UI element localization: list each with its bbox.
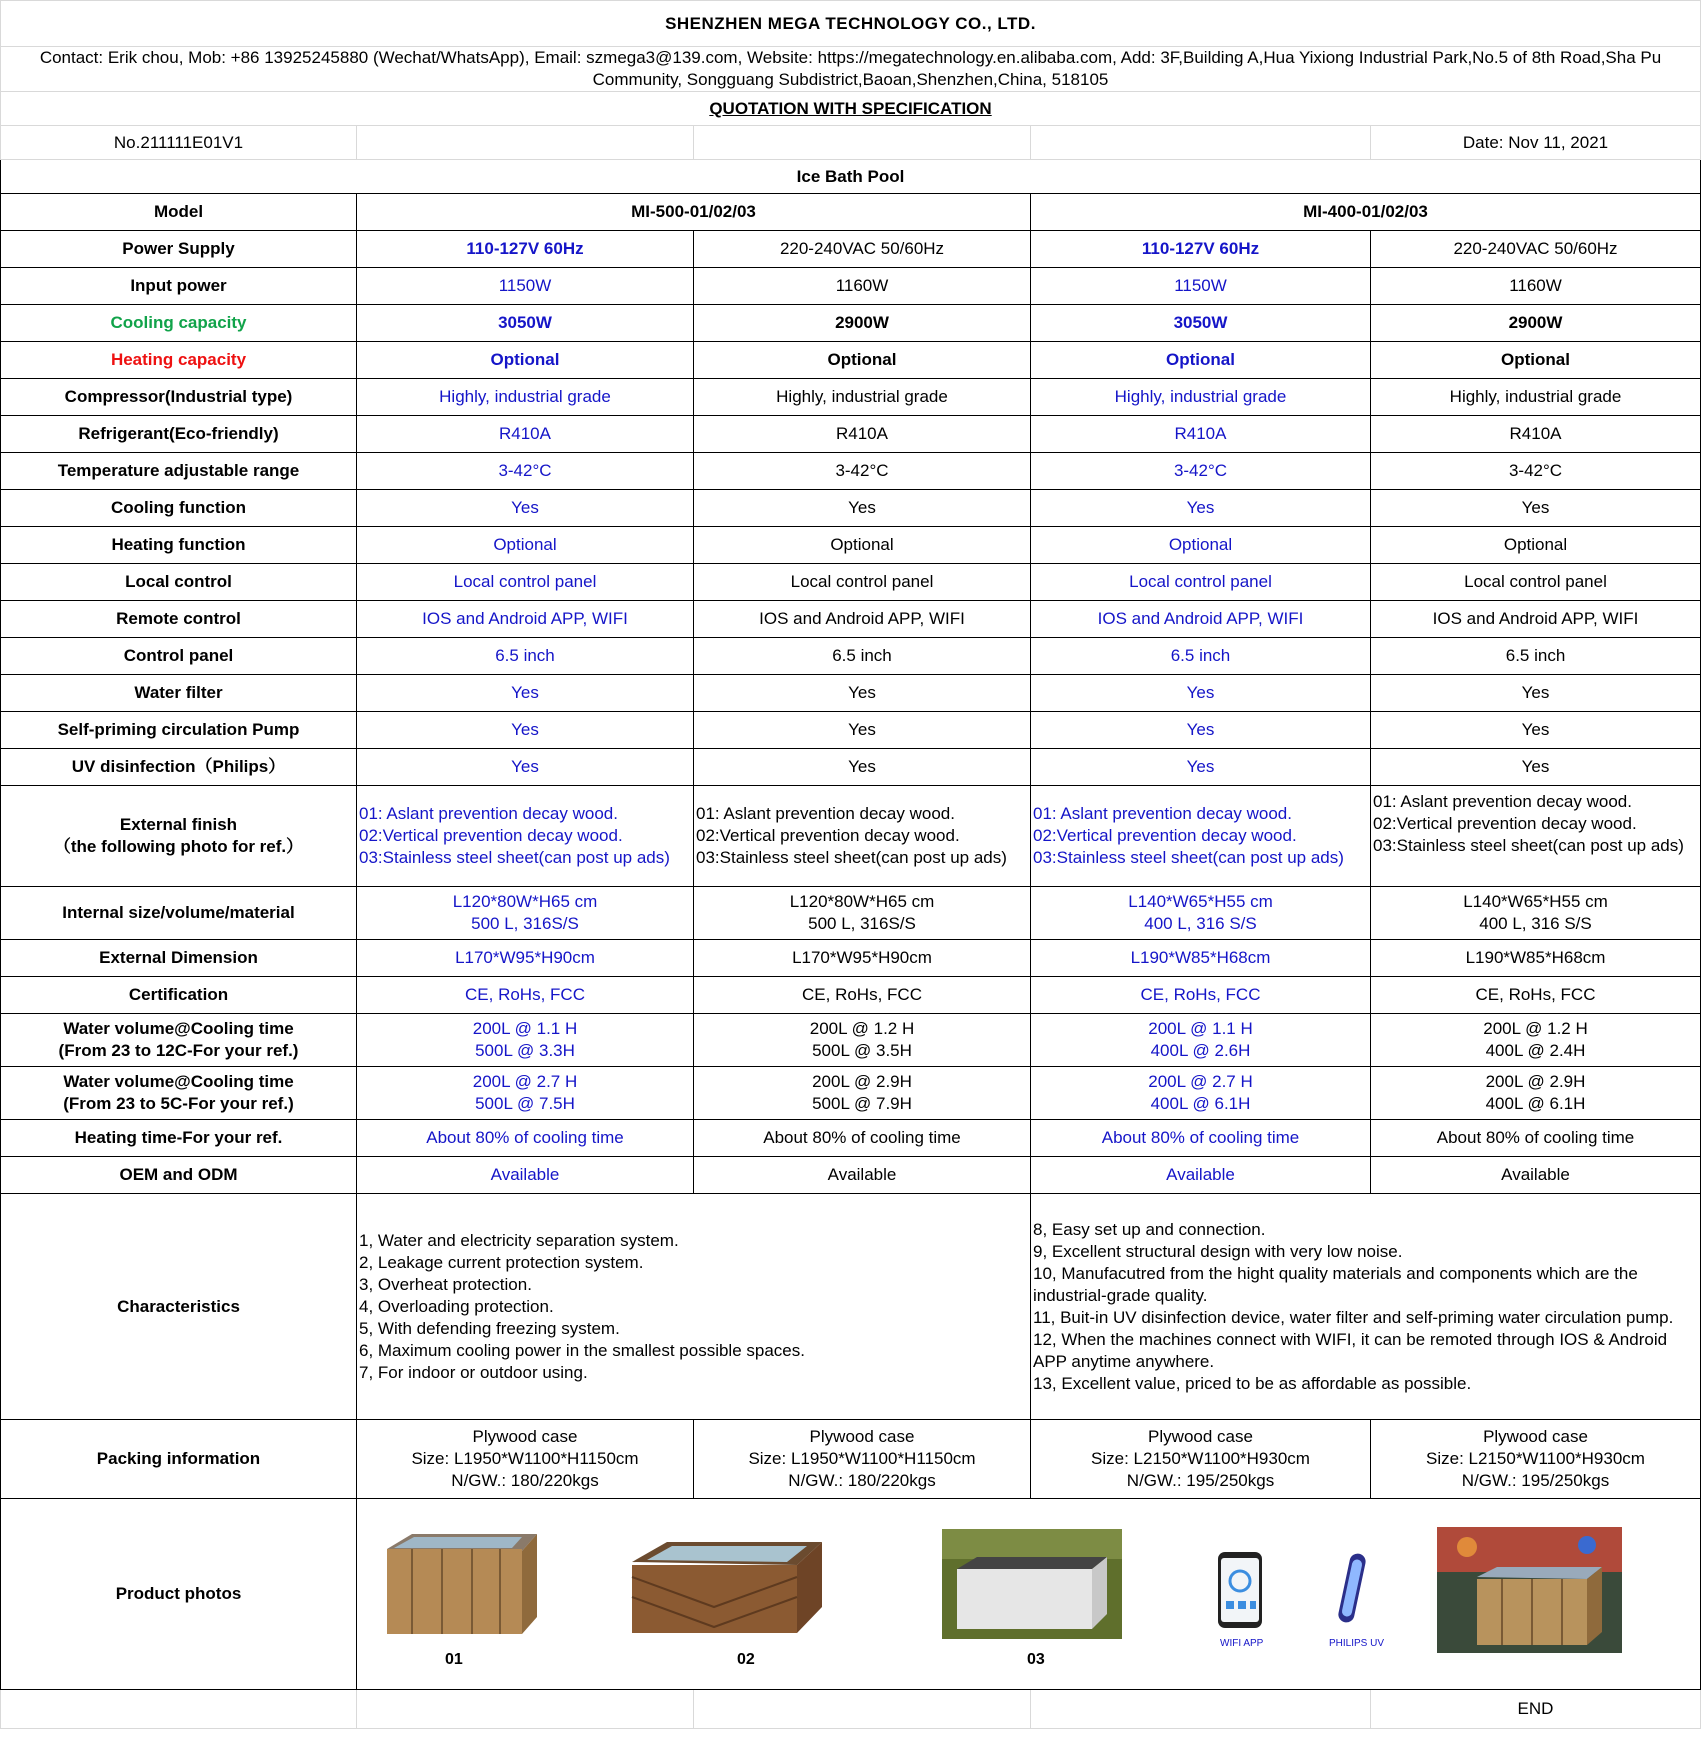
contact-line: Contact: Erik chou, Mob: +86 13925245880 (Wechat/WhatsApp), Email: szmega3@139.com, Website: https://megatechnology.en.alibaba.com, Add: 3F,Building A,Hua Yixiong Industrial Park,No.5 of 8th Road,Sha Pu Community, Songguang Subdistrict,Baoan,Shenzhen,China, 518105: [1, 47, 1701, 92]
cell-line: 200L @ 1.1 H: [1148, 1019, 1253, 1038]
spec-cell: R410A: [694, 416, 1031, 453]
spec-cell: Yes: [1031, 490, 1371, 527]
spec-cell: Local control panel: [1031, 564, 1371, 601]
spec-cell: Yes: [1371, 749, 1701, 786]
cell-line: N/GW.: 180/220kgs: [451, 1471, 599, 1490]
cell-line: 500L @ 3.3H: [475, 1041, 575, 1060]
photo-tag: 02: [737, 1651, 755, 1668]
spec-cell: About 80% of cooling time: [1371, 1120, 1701, 1157]
spec-cell: 220-240VAC 50/60Hz: [694, 231, 1031, 268]
cell-line: Plywood case: [809, 1427, 915, 1446]
photos-cell: [357, 1499, 1701, 1690]
cell-line: 400L @ 6.1H: [1150, 1094, 1251, 1113]
row-label: Heating function: [1, 527, 357, 564]
row-label: [1, 1067, 357, 1120]
row-label: [1, 786, 357, 887]
row-label: Power Supply: [1, 231, 357, 268]
spec-cell: Yes: [357, 712, 694, 749]
row-label: Internal size/volume/material: [1, 887, 357, 940]
spec-cell: [1371, 1067, 1701, 1120]
spec-cell: [1371, 1014, 1701, 1067]
spec-cell: 1150W: [1031, 268, 1371, 305]
spec-cell: [1031, 786, 1371, 887]
spec-cell: 2900W: [1371, 305, 1701, 342]
characteristic-item: 6, Maximum cooling power in the smallest possible spaces.: [359, 1340, 805, 1360]
row-label: Certification: [1, 977, 357, 1014]
spec-cell: [357, 1067, 694, 1120]
cell-line: 200L @ 1.1 H: [472, 1019, 578, 1038]
characteristic-item: 9, Excellent structural design with very low noise.: [1033, 1241, 1403, 1261]
spec-cell: CE, RoHs, FCC: [1031, 977, 1371, 1014]
label-line: Water volume@Cooling time: [63, 1072, 294, 1091]
cell-line: Plywood case: [1148, 1427, 1253, 1446]
spec-cell: L190*W85*H68cm: [1371, 940, 1701, 977]
uv-lamp-icon: [1332, 1551, 1372, 1629]
packing-cell: [1371, 1420, 1701, 1499]
spec-cell: [357, 887, 694, 940]
cell-line: L120*80W*H65 cm: [452, 892, 598, 911]
finish-line: 02:Vertical prevention decay wood.: [696, 826, 960, 845]
spec-cell: 3050W: [357, 305, 694, 342]
cell-line: 400L @ 2.4H: [1485, 1041, 1586, 1060]
cell-line: 500L @ 7.5H: [475, 1094, 575, 1113]
finish-line: 01: Aslant prevention decay wood.: [1373, 792, 1632, 811]
spec-cell: 6.5 inch: [1371, 638, 1701, 675]
finish-line: 03:Stainless steel sheet(can post up ads): [1373, 836, 1684, 855]
label-line: External finish: [119, 815, 238, 834]
spec-cell: 110-127V 60Hz: [1031, 231, 1371, 268]
spec-cell: About 80% of cooling time: [694, 1120, 1031, 1157]
spec-cell: Highly, industrial grade: [357, 379, 694, 416]
characteristic-item: 10, Manufacutred from the hight quality materials and components which are the industrial-grade quality.: [1033, 1263, 1638, 1305]
cell-line: Plywood case: [1483, 1427, 1588, 1446]
blank-cell: [694, 126, 1031, 160]
finish-line: 02:Vertical prevention decay wood.: [1373, 814, 1637, 833]
cell-line: 200L @ 2.7 H: [472, 1072, 578, 1091]
spec-cell: About 80% of cooling time: [1031, 1120, 1371, 1157]
row-label: Packing information: [1, 1420, 357, 1499]
characteristic-item: 12, When the machines connect with WIFI, it can be remoted through IOS & Android APP anytime anywhere.: [1033, 1329, 1668, 1371]
cell-line: 200L @ 1.2 H: [1483, 1019, 1588, 1038]
finish-line: 03:Stainless steel sheet(can post up ads): [1033, 848, 1344, 867]
photo-tag: 01: [445, 1651, 463, 1668]
label-line: (From 23 to 12C-For your ref.): [58, 1041, 299, 1060]
cell-line: Size: L2150*W1100*H930cm: [1426, 1449, 1645, 1468]
quote-number: No.211111E01V1: [1, 126, 357, 160]
blank-cell: [694, 1690, 1031, 1729]
spec-cell: [1031, 1067, 1371, 1120]
row-label: Characteristics: [1, 1194, 357, 1420]
characteristic-item: 11, Buit-in UV disinfection device, water filter and self-priming water circulation pump.: [1033, 1307, 1674, 1327]
row-label: Control panel: [1, 638, 357, 675]
spec-cell: Optional: [694, 527, 1031, 564]
photo-tag: 03: [1027, 1651, 1045, 1668]
spec-cell: CE, RoHs, FCC: [1371, 977, 1701, 1014]
tub-photo-02: [627, 1537, 827, 1637]
label-line: （the following photo for ref.）: [53, 837, 304, 856]
cell-line: 500L @ 3.5H: [812, 1041, 912, 1060]
product-name: Ice Bath Pool: [1, 160, 1701, 194]
spec-cell: Yes: [694, 490, 1031, 527]
tub-photo-sports: [1437, 1527, 1622, 1653]
wifi-app-label: WIFI APP: [1220, 1638, 1264, 1649]
spec-cell: Optional: [1371, 342, 1701, 379]
cell-line: L140*W65*H55 cm: [1463, 892, 1608, 911]
spec-cell: 3050W: [1031, 305, 1371, 342]
spec-cell: 110-127V 60Hz: [357, 231, 694, 268]
spec-cell: Local control panel: [1371, 564, 1701, 601]
spec-cell: Yes: [357, 675, 694, 712]
photo-strip: [357, 1499, 1700, 1689]
spec-cell: 6.5 inch: [694, 638, 1031, 675]
row-label: Model: [1, 194, 357, 231]
spec-cell: Available: [1371, 1157, 1701, 1194]
quote-date: Date: Nov 11, 2021: [1371, 126, 1701, 160]
spec-cell: CE, RoHs, FCC: [357, 977, 694, 1014]
spec-cell: IOS and Android APP, WIFI: [357, 601, 694, 638]
packing-cell: [1031, 1420, 1371, 1499]
cell-line: 200L @ 2.9H: [812, 1072, 912, 1091]
row-label: Self-priming circulation Pump: [1, 712, 357, 749]
spec-cell: R410A: [1031, 416, 1371, 453]
spec-cell: IOS and Android APP, WIFI: [1031, 601, 1371, 638]
spec-cell: 1160W: [694, 268, 1031, 305]
row-label: Water filter: [1, 675, 357, 712]
spec-cell: [357, 1014, 694, 1067]
spec-cell: 3-42°C: [1031, 453, 1371, 490]
row-label: Heating capacity: [1, 342, 357, 379]
cell-line: N/GW.: 195/250kgs: [1461, 1471, 1610, 1490]
spec-cell: Yes: [1371, 712, 1701, 749]
cell-line: Plywood case: [472, 1427, 578, 1446]
cell-line: 400 L, 316 S/S: [1144, 914, 1257, 933]
spec-cell: 1160W: [1371, 268, 1701, 305]
spec-cell: Optional: [1371, 527, 1701, 564]
row-label: Heating time-For your ref.: [1, 1120, 357, 1157]
spec-cell: Optional: [357, 342, 694, 379]
cell-line: Size: L1950*W1100*H1150cm: [411, 1449, 639, 1468]
cell-line: 500L @ 7.9H: [812, 1094, 912, 1113]
cell-line: 200L @ 1.2 H: [809, 1019, 915, 1038]
spec-cell: Optional: [1031, 527, 1371, 564]
end-marker: END: [1371, 1690, 1701, 1729]
cell-line: 200L @ 2.9H: [1485, 1072, 1586, 1091]
spec-cell: L170*W95*H90cm: [694, 940, 1031, 977]
spec-cell: IOS and Android APP, WIFI: [1371, 601, 1701, 638]
spec-cell: Available: [357, 1157, 694, 1194]
finish-line: 03:Stainless steel sheet(can post up ads): [359, 848, 670, 867]
cell-line: 400 L, 316 S/S: [1479, 914, 1592, 933]
spec-cell: Highly, industrial grade: [1371, 379, 1701, 416]
cell-line: 500 L, 316S/S: [808, 914, 916, 933]
label-line: Water volume@Cooling time: [63, 1019, 294, 1038]
blank-cell: [1031, 126, 1371, 160]
row-label: OEM and ODM: [1, 1157, 357, 1194]
characteristics-left: [357, 1194, 1031, 1420]
blank-cell: [1031, 1690, 1371, 1729]
spec-cell: Yes: [357, 490, 694, 527]
spec-cell: L190*W85*H68cm: [1031, 940, 1371, 977]
cell-line: N/GW.: 195/250kgs: [1126, 1471, 1275, 1490]
cell-line: N/GW.: 180/220kgs: [788, 1471, 936, 1490]
spec-cell: IOS and Android APP, WIFI: [694, 601, 1031, 638]
finish-line: 01: Aslant prevention decay wood.: [696, 804, 955, 823]
doc-title: QUOTATION WITH SPECIFICATION: [1, 92, 1701, 126]
spec-cell: Optional: [1031, 342, 1371, 379]
cell-line: 500 L, 316S/S: [471, 914, 579, 933]
tub-photo-01: [382, 1529, 542, 1639]
characteristics-right: [1031, 1194, 1701, 1420]
row-label: Remote control: [1, 601, 357, 638]
blank-cell: [357, 126, 694, 160]
spec-cell: [1031, 887, 1371, 940]
row-label: UV disinfection（Philips）: [1, 749, 357, 786]
tub-photo-03: [942, 1529, 1122, 1639]
row-label: Local control: [1, 564, 357, 601]
spec-cell: 220-240VAC 50/60Hz: [1371, 231, 1701, 268]
spec-cell: R410A: [357, 416, 694, 453]
spec-cell: Available: [1031, 1157, 1371, 1194]
cell-line: Size: L1950*W1100*H1150cm: [748, 1449, 976, 1468]
spec-cell: 3-42°C: [1371, 453, 1701, 490]
spec-cell: L170*W95*H90cm: [357, 940, 694, 977]
packing-cell: [694, 1420, 1031, 1499]
packing-cell: [357, 1420, 694, 1499]
spec-cell: Optional: [694, 342, 1031, 379]
spec-cell: Yes: [694, 675, 1031, 712]
spec-cell: [1371, 786, 1701, 887]
label-line: (From 23 to 5C-For your ref.): [63, 1094, 294, 1113]
spec-cell: Yes: [1031, 712, 1371, 749]
spec-cell: Local control panel: [357, 564, 694, 601]
row-label: Refrigerant(Eco-friendly): [1, 416, 357, 453]
spec-cell: Available: [694, 1157, 1031, 1194]
spec-cell: Highly, industrial grade: [694, 379, 1031, 416]
spec-cell: CE, RoHs, FCC: [694, 977, 1031, 1014]
spec-cell: [1031, 1014, 1371, 1067]
row-label: Compressor(Industrial type): [1, 379, 357, 416]
cell-line: 400L @ 2.6H: [1150, 1041, 1251, 1060]
spec-cell: 6.5 inch: [1031, 638, 1371, 675]
finish-line: 03:Stainless steel sheet(can post up ads): [696, 848, 1007, 867]
spec-cell: [694, 786, 1031, 887]
spec-cell: [694, 887, 1031, 940]
spec-cell: Optional: [357, 527, 694, 564]
cell-line: L120*80W*H65 cm: [789, 892, 935, 911]
spec-cell: Yes: [1031, 749, 1371, 786]
characteristic-item: 4, Overloading protection.: [359, 1296, 554, 1316]
finish-line: 02:Vertical prevention decay wood.: [359, 826, 623, 845]
row-label: External Dimension: [1, 940, 357, 977]
cell-line: L140*W65*H55 cm: [1128, 892, 1273, 911]
row-label: Product photos: [1, 1499, 357, 1690]
cell-line: Size: L2150*W1100*H930cm: [1091, 1449, 1310, 1468]
row-label: Input power: [1, 268, 357, 305]
phone-app-icon: [1217, 1551, 1263, 1629]
spec-cell: Yes: [1371, 490, 1701, 527]
finish-line: 02:Vertical prevention decay wood.: [1033, 826, 1297, 845]
characteristic-item: 3, Overheat protection.: [359, 1274, 532, 1294]
spec-cell: 3-42°C: [694, 453, 1031, 490]
finish-line: 01: Aslant prevention decay wood.: [359, 804, 618, 823]
company-title: SHENZHEN MEGA TECHNOLOGY CO., LTD.: [1, 1, 1701, 47]
characteristic-item: 8, Easy set up and connection.: [1033, 1219, 1266, 1239]
spec-cell: About 80% of cooling time: [357, 1120, 694, 1157]
blank-cell: [357, 1690, 694, 1729]
spec-cell: Yes: [694, 712, 1031, 749]
model-header: MI-400-01/02/03: [1031, 194, 1701, 231]
spec-cell: Yes: [357, 749, 694, 786]
spec-cell: Local control panel: [694, 564, 1031, 601]
characteristic-item: 13, Excellent value, priced to be as affordable as possible.: [1033, 1373, 1472, 1393]
finish-line: 01: Aslant prevention decay wood.: [1033, 804, 1292, 823]
spec-cell: [694, 1067, 1031, 1120]
spec-cell: Yes: [1371, 675, 1701, 712]
spec-cell: [1371, 887, 1701, 940]
cell-line: 400L @ 6.1H: [1485, 1094, 1586, 1113]
blank-cell: [1, 1690, 357, 1729]
spec-cell: R410A: [1371, 416, 1701, 453]
spec-cell: [694, 1014, 1031, 1067]
spec-cell: Yes: [1031, 675, 1371, 712]
characteristic-item: 1, Water and electricity separation system.: [359, 1230, 679, 1250]
spec-cell: Highly, industrial grade: [1031, 379, 1371, 416]
spec-cell: 3-42°C: [357, 453, 694, 490]
spec-cell: Yes: [694, 749, 1031, 786]
characteristic-item: 7, For indoor or outdoor using.: [359, 1362, 588, 1382]
characteristic-item: 5, With defending freezing system.: [359, 1318, 620, 1338]
row-label: Temperature adjustable range: [1, 453, 357, 490]
row-label: [1, 1014, 357, 1067]
model-header: MI-500-01/02/03: [357, 194, 1031, 231]
row-label: Cooling function: [1, 490, 357, 527]
characteristic-item: 2, Leakage current protection system.: [359, 1252, 644, 1272]
spec-cell: [357, 786, 694, 887]
uv-label: PHILIPS UV: [1329, 1638, 1385, 1649]
cell-line: 200L @ 2.7 H: [1148, 1072, 1253, 1091]
spec-cell: 2900W: [694, 305, 1031, 342]
spec-cell: 6.5 inch: [357, 638, 694, 675]
row-label: Cooling capacity: [1, 305, 357, 342]
spec-cell: 1150W: [357, 268, 694, 305]
